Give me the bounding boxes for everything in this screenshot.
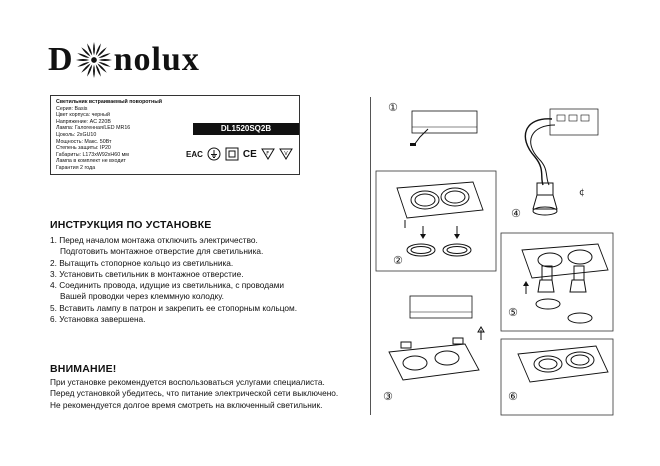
figure-3-number: ③: [383, 390, 393, 403]
install-step: 5. Вставить лампу в патрон и закрепить ее стопорным кольцом.: [50, 302, 298, 313]
v-mark-icon: [279, 147, 293, 161]
install-step: Подготовить монтажное отверстие для светильника.: [60, 246, 264, 257]
svg-text:¢: ¢: [579, 188, 585, 198]
model-number: DL1520SQ2B: [193, 123, 299, 135]
spec-box: [50, 95, 300, 175]
svg-text:V: V: [283, 151, 288, 157]
install-step: Вашей проводки через клеммную колодку.: [60, 291, 224, 302]
figure-6-number: ⑥: [508, 390, 518, 403]
spec-line: Цвет корпуса: черный: [56, 112, 110, 119]
figure-3: [375, 290, 498, 408]
figure-5: [500, 232, 615, 332]
install-step: 3. Установить светильник в монтажное отверстие.: [50, 268, 244, 279]
f-mark-icon: [261, 147, 275, 161]
spec-line: Цоколь: 2хGU10: [56, 131, 97, 138]
eac-icon: EAC: [186, 149, 203, 159]
warning-title: ВНИМАНИЕ!: [50, 363, 117, 375]
figure-1: [380, 97, 498, 163]
install-step: 2. Вытащить стопорное кольцо из светильника.: [50, 257, 234, 268]
spec-line: Лампа: Галогенная/LED MR16: [56, 125, 131, 132]
spec-line: Гарантия 2 года: [56, 164, 96, 171]
figure-1-number: ①: [388, 101, 398, 114]
install-step: 6. Установка завершена.: [50, 314, 146, 325]
ce-icon: CE: [242, 148, 257, 160]
install-steps: [50, 235, 297, 325]
figure-5-number: ⑤: [508, 306, 518, 319]
warning-line: Не рекомендуется долгое время смотреть на включенный светильник.: [50, 399, 323, 410]
figure-4-number: ④: [511, 207, 521, 220]
figure-4: [505, 97, 615, 227]
class-ii-icon: [225, 147, 239, 161]
figure-2: [375, 170, 498, 272]
figure-2-number: ②: [393, 254, 403, 267]
sun-logo-icon: [75, 41, 113, 79]
spec-line: Мощность: Макс. 50Вт: [56, 138, 112, 145]
brand-name-left: D: [48, 41, 74, 78]
spec-lines: [56, 99, 162, 172]
warning-line: При установке рекомендуется воспользоваться услугами специалиста.: [50, 377, 325, 387]
figure-6: [500, 338, 615, 416]
spec-line: Степень защиты: IP20: [56, 145, 111, 152]
ground-icon: [207, 147, 221, 161]
warning-line: Перед установкой убедитесь, что питание электрической сети выключено.: [50, 388, 339, 399]
install-step: 4. Соединить провода, идущие из светильника, с проводами: [50, 280, 285, 291]
spec-line: Серия: Basis: [56, 105, 88, 112]
page-divider: [370, 97, 371, 415]
install-step: 1. Перед началом монтажа отключить электричество.: [50, 235, 258, 245]
install-title: ИНСТРУКЦИЯ ПО УСТАНОВКЕ: [50, 219, 212, 231]
spec-line: Светильник встраиваемый поворотный: [56, 99, 162, 105]
svg-text:F: F: [266, 151, 269, 157]
spec-line: Габариты: L173хW92хH60 мм: [56, 151, 129, 158]
brand-name-right: nolux: [113, 41, 200, 78]
spec-line: Напряжение: AC 220В: [56, 118, 111, 125]
warning-lines: [50, 377, 338, 411]
spec-line: Лампа в комплект не входит: [56, 158, 126, 165]
brand-logo: [48, 40, 200, 80]
cert-marks: [186, 147, 293, 161]
